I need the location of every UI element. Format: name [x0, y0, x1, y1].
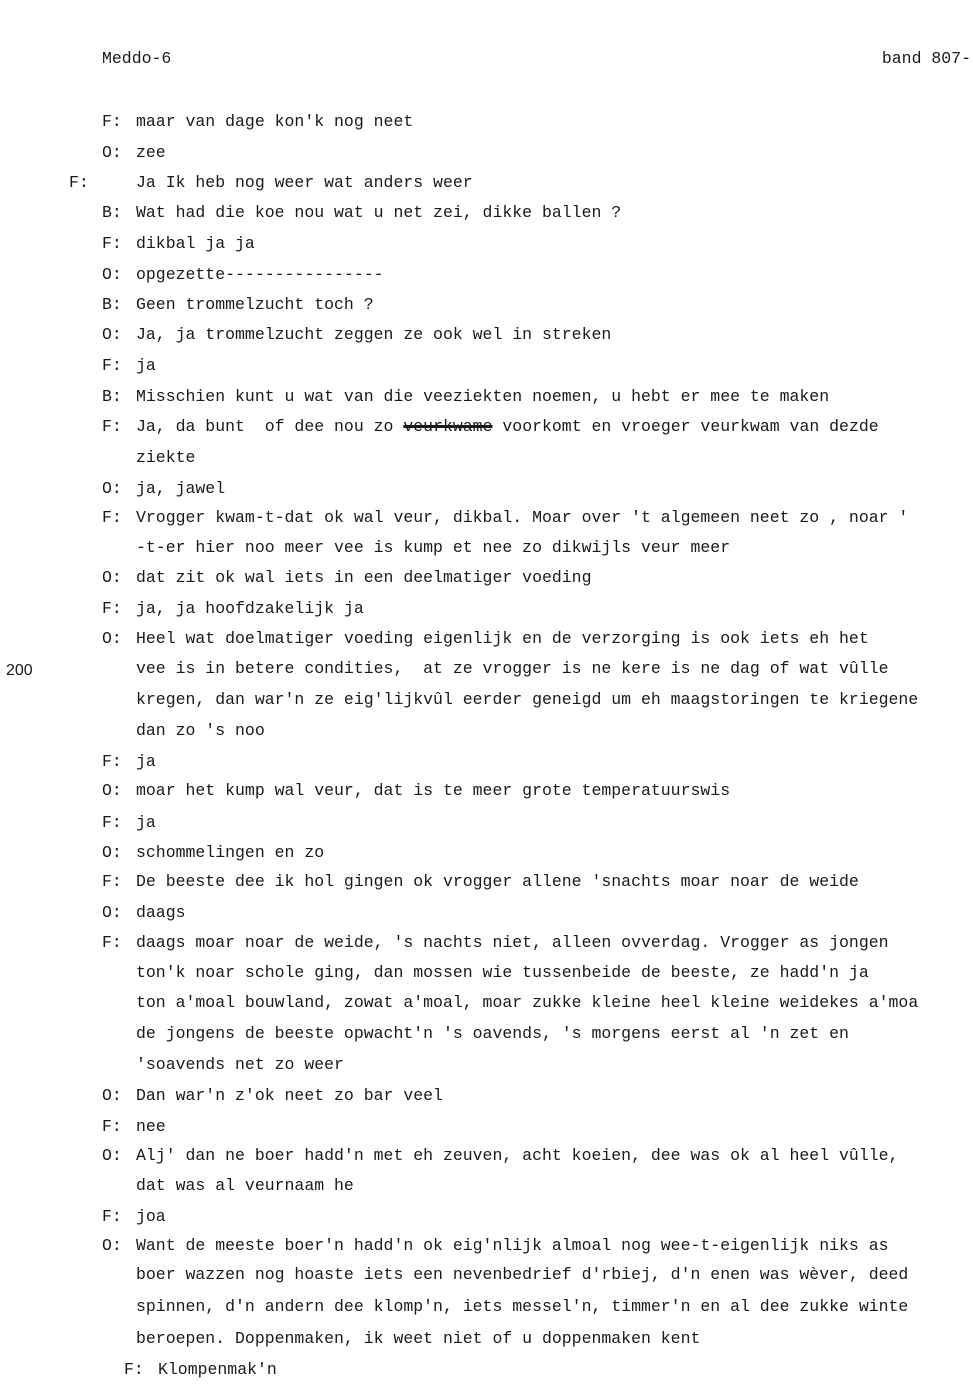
speaker-label: F: [102, 752, 122, 771]
speaker-label: F: [102, 599, 122, 618]
speaker-label: O: [102, 903, 122, 922]
page-header-right: band 807- [881, 49, 971, 68]
transcript-line [136, 143, 166, 163]
transcript-line [136, 508, 908, 528]
line-text: Heel wat doelmatiger voeding eigenlijk en de verzorging is ook iets eh het [136, 629, 869, 648]
transcript-line [136, 843, 324, 863]
transcript-line [136, 1055, 344, 1075]
line-text: ja [136, 356, 156, 375]
line-text: Ja, da bunt of dee nou zo [136, 417, 394, 436]
transcript-line [136, 387, 829, 407]
transcript-line [136, 1024, 849, 1044]
transcript-line [136, 933, 889, 953]
speaker-label: F: [102, 933, 122, 952]
transcript-line [136, 752, 156, 772]
transcript-line [136, 963, 869, 983]
line-text: dan zo 's noo [136, 721, 265, 740]
speaker-label: O: [102, 265, 122, 284]
transcript-line [136, 568, 591, 588]
speaker-label: F: [102, 112, 122, 131]
line-text: nee [136, 1117, 166, 1136]
line-text: boer wazzen nog hoaste iets een nevenbedrief d'rbiej, d'n enen was wèver, deed [136, 1265, 909, 1284]
line-text-continued: voorkomt en vroeger veurkwam van dezde [502, 417, 879, 436]
speaker-label: O: [102, 1236, 122, 1255]
line-text: daags moar noar de weide, 's nachts niet, alleen ovverdag. Vrogger as jongen [136, 933, 889, 952]
transcript-line [136, 1297, 908, 1317]
line-text: maar van dage kon'k nog neet [136, 112, 414, 131]
line-text: Alj' dan ne boer hadd'n met eh zeuven, acht koeien, dee was ok al heel vûlle, [136, 1146, 899, 1165]
line-text: Ja, ja trommelzucht zeggen ze ook wel in streken [136, 325, 612, 344]
line-text: Wat had die koe nou wat u net zei, dikke ballen ? [136, 203, 622, 222]
line-text: moar het kump wal veur, dat is te meer grote temperatuurswis [136, 781, 731, 800]
speaker-label: O: [102, 1086, 122, 1105]
line-text: zee [136, 143, 166, 162]
line-text: vee is in betere condities, at ze vrogger is ne kere is ne dag of wat vûlle [136, 659, 889, 678]
transcript-line [136, 356, 156, 376]
speaker-label: F: [69, 173, 89, 192]
transcript-line [136, 599, 364, 619]
speaker-label: F: [102, 508, 122, 527]
speaker-label: F: [102, 417, 122, 436]
speaker-label: O: [102, 629, 122, 648]
transcript-line [136, 325, 611, 345]
line-text: Want de meeste boer'n hadd'n ok eig'nlijk almoal nog wee-t-eigenlijk niks as [136, 1236, 889, 1255]
line-text: Vrogger kwam-t-dat ok wal veur, dikbal. Moar over 't algemeen neet zo , noar ' [136, 508, 909, 527]
transcript-line [136, 112, 413, 132]
line-text: dat was al veurnaam he [136, 1176, 354, 1195]
transcript-line [136, 1086, 443, 1106]
transcript-line [158, 1360, 277, 1380]
line-text: joa [136, 1207, 166, 1226]
transcript-line [136, 872, 859, 892]
line-text: dat zit ok wal iets in een deelmatiger voeding [136, 568, 592, 587]
speaker-label: O: [102, 568, 122, 587]
line-text: beroepen. Doppenmaken, ik weet niet of u doppenmaken kent [136, 1329, 701, 1348]
transcript-line [136, 781, 730, 801]
line-text: kregen, dan war'n ze eig'lijkvûl eerder geneigd um eh maagstoringen te kriegene [136, 690, 919, 709]
line-text: dikbal ja ja [136, 234, 255, 253]
line-text: ziekte [136, 448, 196, 467]
speaker-label: B: [102, 203, 122, 222]
line-text: De beeste dee ik hol gingen ok vrogger allene 'snachts moar noar de weide [136, 872, 859, 891]
speaker-label: F: [102, 872, 122, 891]
page-header-left: Meddo-6 [102, 49, 172, 68]
transcript-line [136, 1236, 889, 1256]
line-text: ton'k noar schole ging, dan mossen wie tussenbeide de beeste, ze hadd'n ja [136, 963, 869, 982]
speaker-label: O: [102, 143, 122, 162]
line-text: ja, ja hoofdzakelijk ja [136, 599, 364, 618]
speaker-label: O: [102, 479, 122, 498]
speaker-label: F: [102, 813, 122, 832]
transcript-line [136, 1207, 166, 1227]
transcript-line [136, 173, 473, 193]
transcript-line [136, 629, 869, 649]
speaker-label: F: [102, 1207, 122, 1226]
line-text: spinnen, d'n andern dee klomp'n, iets messel'n, timmer'n en al dee zukke winte [136, 1297, 909, 1316]
line-text: ja [136, 813, 156, 832]
transcript-line [136, 479, 225, 499]
line-text: daags [136, 903, 186, 922]
transcript-line [136, 659, 889, 679]
line-text: Geen trommelzucht toch ? [136, 295, 374, 314]
line-text: de jongens de beeste opwacht'n 's oavends, 's morgens eerst al 'n zet en [136, 1024, 849, 1043]
transcript-line [136, 234, 255, 254]
line-text: schommelingen en zo [136, 843, 325, 862]
speaker-label: F: [102, 1117, 122, 1136]
struck-text: veurkwame [403, 417, 493, 436]
line-text: ton a'moal bouwland, zowat a'moal, moar zukke kleine heel kleine weidekes a'moa [136, 993, 919, 1012]
transcript-line [136, 203, 621, 223]
transcript-line [136, 1146, 898, 1166]
speaker-label: O: [102, 325, 122, 344]
line-text: ja, jawel [136, 479, 226, 498]
line-text: opgezette---------------- [136, 265, 384, 284]
line-text: Ja Ik heb nog weer wat anders weer [136, 173, 473, 192]
speaker-label: O: [102, 1146, 122, 1165]
line-text: Klompenmak'n [158, 1360, 277, 1379]
speaker-label: F: [124, 1360, 144, 1379]
speaker-label: B: [102, 295, 122, 314]
transcript-line [136, 1329, 700, 1349]
transcript-line [136, 1176, 354, 1196]
transcript-line [136, 417, 879, 437]
speaker-label: B: [102, 387, 122, 406]
line-text: -t-er hier noo meer vee is kump et nee zo dikwijls veur meer [136, 538, 731, 557]
line-text: 'soavends net zo weer [136, 1055, 344, 1074]
speaker-label: O: [102, 781, 122, 800]
speaker-label: F: [102, 234, 122, 253]
transcript-line [136, 993, 918, 1013]
margin-line-number: 200 [6, 662, 33, 679]
line-text: Misschien kunt u wat van die veeziekten noemen, u hebt er mee te maken [136, 387, 830, 406]
transcript-line [136, 265, 384, 285]
transcript-line [136, 1265, 908, 1285]
transcript-line [136, 690, 918, 710]
line-text: Dan war'n z'ok neet zo bar veel [136, 1086, 443, 1105]
transcript-line [136, 721, 265, 741]
line-text: ja [136, 752, 156, 771]
speaker-label: O: [102, 843, 122, 862]
transcript-line [136, 295, 374, 315]
transcript-line [136, 1117, 166, 1137]
speaker-label: F: [102, 356, 122, 375]
transcript-line [136, 448, 195, 468]
transcript-line [136, 538, 730, 558]
transcript-line [136, 813, 156, 833]
transcript-line [136, 903, 186, 923]
